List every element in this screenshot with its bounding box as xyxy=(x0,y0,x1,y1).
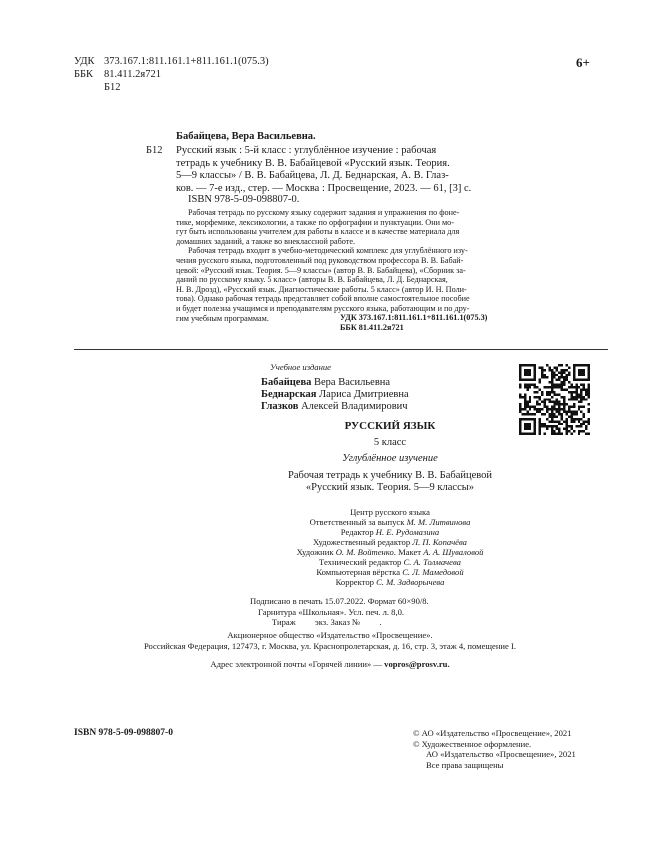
staff-line: Художник О. М. Войтенко. Макет А. А. Шуваловой xyxy=(296,547,484,557)
catalog-bbk: ББК 81.411.2я721 xyxy=(340,323,404,332)
header-code: Б12 xyxy=(104,82,121,93)
author-surname: Беднарская xyxy=(261,389,317,400)
description-line: ков. — 7-е изд., стер. — Москва : Просвещение, 2023. — 61, [3] с. xyxy=(176,182,472,194)
annotation-line: даний по русскому языку. 5 класс» (авторы В. В. Бабайцева, Л. Д. Беднарская, xyxy=(176,275,448,285)
staff-line: Ответственный за выпуск М. М. Литвинова xyxy=(309,517,471,527)
annotation-line: гут быть использованы учителем для работы в классе и в качестве материала для xyxy=(176,227,460,237)
staff-line: Компьютерная вёрстка С. Л. Мамедовой xyxy=(316,567,464,577)
udk-value: 373.167.1:811.161.1+811.161.1(075.3) xyxy=(104,56,269,67)
author-surname: Бабайцева xyxy=(261,377,312,388)
copyright-line: © АО «Издательство «Просвещение», 2021 xyxy=(413,728,572,738)
author-line xyxy=(261,401,408,414)
catalog-author: Бабайцева, Вера Васильевна. xyxy=(176,131,316,142)
print-info xyxy=(250,596,429,628)
copyright-line: АО «Издательство «Просвещение», 2021 xyxy=(426,749,576,760)
book-grade: 5 класс xyxy=(373,437,407,448)
catalog-description xyxy=(176,145,510,195)
staff-line: Технический редактор С. А. Толмачева xyxy=(319,557,461,567)
author-line xyxy=(261,377,390,390)
annotation-line: чения русского языка, подготовленный под руководством профессора В. В. Бабай- xyxy=(176,255,464,265)
book-subtitle: «Русский язык. Теория. 5—9 классы» xyxy=(305,482,475,493)
description-line: тетрадь к учебнику В. В. Бабайцевой «Русский язык. Теория. xyxy=(176,157,450,169)
author-name: Алексей Владимирович xyxy=(301,401,408,412)
print-info-line: Подписано в печать 15.07.2022. Формат 60×90/8. xyxy=(250,596,429,606)
publisher-email-line xyxy=(0,659,650,669)
annotation-line: домашних заданий, а также во внеклассной работе. xyxy=(176,236,356,246)
annotation-line: Н. В. Дрозд), «Русский язык. Диагностические работы. 5 класс» (автор И. Н. Поли- xyxy=(176,284,467,294)
annotation-line: цевой: «Русский язык. Теория. 5—9 классы» (автор В. В. Бабайцева), «Сборник за- xyxy=(176,265,466,275)
copyright-line: © Художественное оформление. xyxy=(413,738,532,749)
book-level: Углублённое изучение xyxy=(342,453,438,464)
catalog-code: Б12 xyxy=(146,145,163,156)
description-line: 5—9 классы» / В. В. Бабайцева, Л. Д. Беднарская, А. В. Глаз- xyxy=(176,170,449,181)
udk-label: УДК xyxy=(74,56,95,67)
print-info-line: Гарнитура «Школьная». Усл. печ. л. 8,0. xyxy=(258,606,405,617)
book-subtitle: Рабочая тетрадь к учебнику В. В. Бабайцевой xyxy=(287,470,493,481)
print-info-line: Тираж экз. Заказ № . xyxy=(272,617,382,627)
catalog-isbn: ISBN 978-5-09-098807-0. xyxy=(188,194,300,205)
bbk-label: ББК xyxy=(74,69,94,80)
email-label: Адрес электронной почты «Горячей линии» — xyxy=(210,659,382,669)
description-line: Русский язык : 5-й класс : углублённое изучение : рабочая xyxy=(176,145,437,156)
copyright-block xyxy=(413,728,576,770)
annotation-line: Рабочая тетрадь по русскому языку содержит задания и упражнения по фоне- xyxy=(188,208,460,217)
staff-line: Художественный редактор Л. П. Копачёва xyxy=(313,537,467,547)
author-name: Лариса Дмитриевна xyxy=(319,389,409,400)
staff-line: Корректор С. М. Задворычева xyxy=(335,577,445,587)
annotation xyxy=(176,208,510,323)
author-name: Вера Васильевна xyxy=(314,377,391,388)
age-rating: 6+ xyxy=(576,55,590,70)
divider xyxy=(74,349,608,350)
footer-isbn: ISBN 978-5-09-098807-0 xyxy=(74,728,173,738)
publisher-name: Акционерное общество «Издательство «Просвещение». xyxy=(227,630,433,640)
qr-code xyxy=(519,364,590,435)
email-link[interactable]: vopros@prosv.ru. xyxy=(384,659,450,669)
book-title: РУССКИЙ ЯЗЫК xyxy=(344,420,436,432)
staff-line: Центр русского языка xyxy=(350,507,430,517)
annotation-line: тике, морфемике, лексикологии, а также по орфографии и пунктуации. Они мо- xyxy=(176,217,455,227)
annotation-line: това). Однако рабочая тетрадь представляет собой вполне самостоятельное пособие xyxy=(176,294,470,304)
copyright-line: Все права защищены xyxy=(426,759,504,770)
author-surname: Глазков xyxy=(261,401,299,412)
catalog-udk: УДК 373.167.1:811.161.1+811.161.1(075.3) xyxy=(340,313,488,322)
annotation-line: Рабочая тетрадь входит в учебно-методический комплекс для углублённого изу- xyxy=(188,246,468,256)
annotation-line: и будет полезна учащимся и преподавателям русского языка, работающим и по дру- xyxy=(176,303,470,313)
bbk-value: 81.411.2я721 xyxy=(104,69,161,80)
annotation-line: гим учебным программам. xyxy=(176,313,269,323)
edition-type: Учебное издание xyxy=(270,362,331,372)
publisher-address: Российская Федерация, 127473, г. Москва, ул. Краснопролетарская, д. 16, стр. 3, этаж 4, помещение I. xyxy=(143,641,516,651)
staff-line: Редактор Н. Е. Рудомазина xyxy=(340,527,440,537)
author-line xyxy=(261,389,409,402)
staff-list xyxy=(0,507,650,587)
